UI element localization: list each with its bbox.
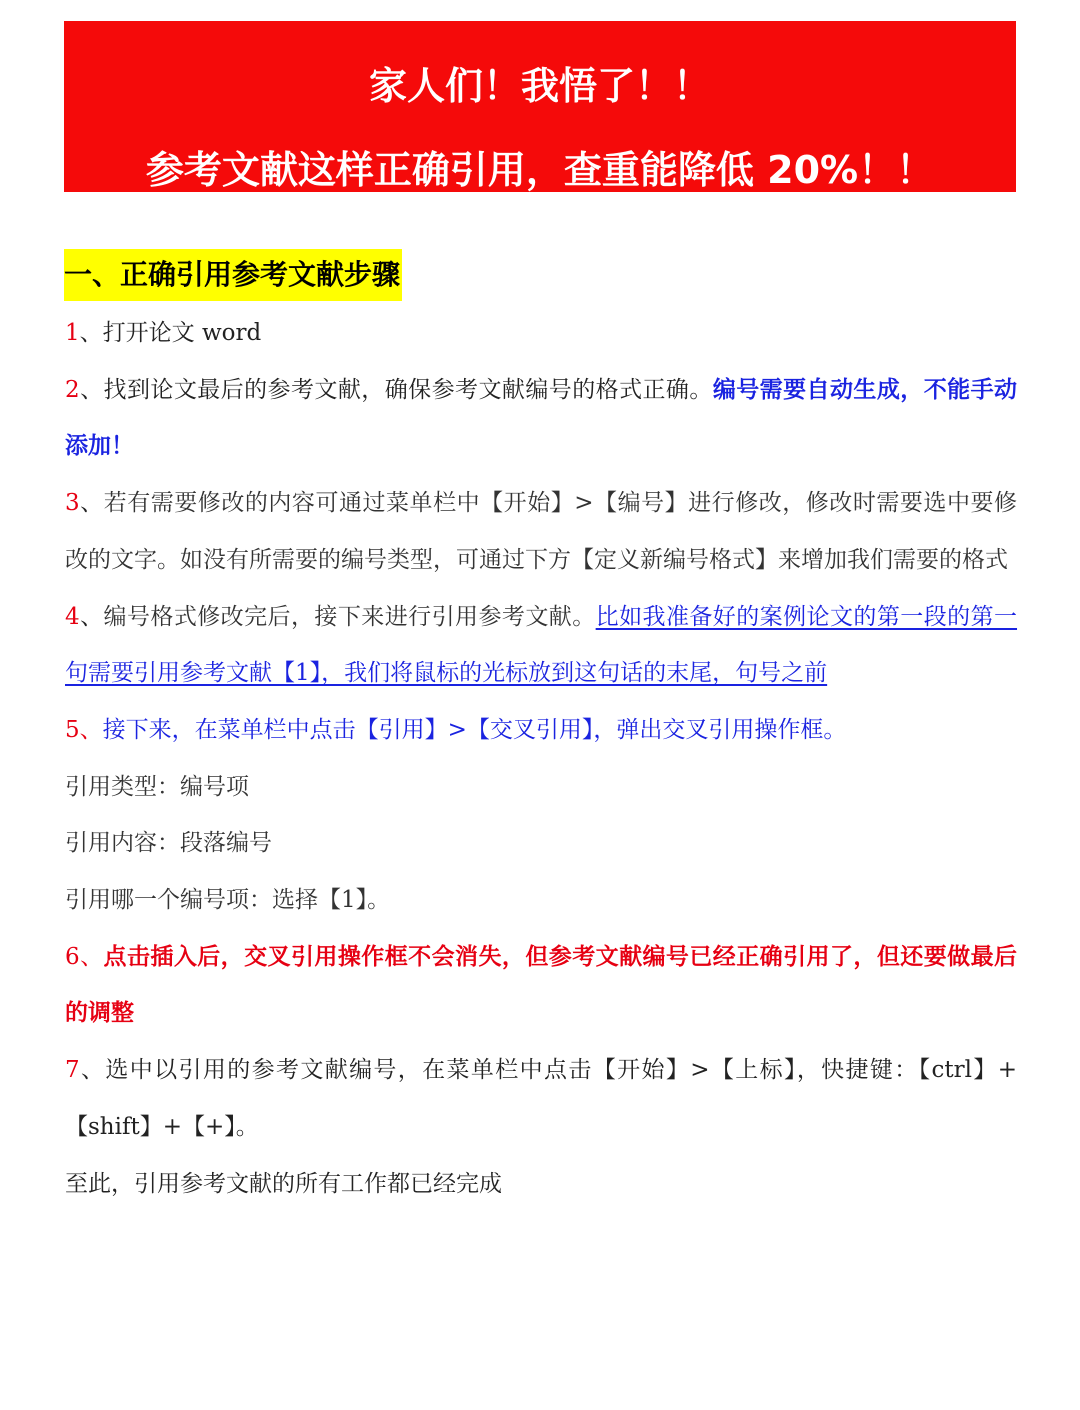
step-separator: 、 [79, 943, 104, 970]
step-text: 若有需要修改的内容可通过菜单栏中【开始】>【编号】进行修改，修改时需要选中要修改的文字。如没有所需要的编号类型，可通过下方【定义新编号格式】来增加我们需要的格式 [65, 490, 1017, 573]
step-text: 找到论文最后的参考文献，确保参考文献编号的格式正确。 [103, 376, 713, 403]
banner-title-line-2: 参考文献这样正确引用，查重能降低 20%！！ [145, 148, 935, 192]
step-number: 6 [65, 943, 80, 970]
step-separator: 、 [79, 320, 103, 346]
step-number: 5 [65, 716, 80, 743]
step-text: 选中以引用的参考文献编号，在菜单栏中点击【开始】>【上标】，快捷键：【ctrl】+【shift】+【+】。 [65, 1057, 1018, 1140]
step-text: 打开论文 word [102, 320, 262, 346]
step-1 [65, 305, 1017, 362]
closing-text: 至此，引用参考文献的所有工作都已经完成 [65, 1170, 502, 1197]
step-6 [65, 929, 1017, 1042]
step-7 [65, 1042, 1017, 1155]
section-heading: 一、正确引用参考文献步骤 [64, 249, 402, 301]
step-4 [65, 589, 1017, 702]
step-text: 编号格式修改完后，接下来进行引用参考文献。 [103, 603, 596, 630]
step-5-detail-type: 引用类型：编号项 [65, 773, 249, 800]
step-highlight: 比如我准备好的案例论文的第一段的第一句需要引用参考文献【1】，我们将鼠标的光标放到这句话的末尾，句号之前 [65, 603, 1018, 687]
step-number: 4 [65, 603, 80, 630]
title-banner [64, 21, 1016, 192]
step-number: 7 [65, 1057, 80, 1084]
step-3 [65, 475, 1017, 588]
step-2 [65, 362, 1017, 475]
step-5-detail-item: 引用哪一个编号项：选择【1】。 [65, 887, 391, 914]
step-number: 3 [65, 490, 80, 517]
step-separator: 、 [79, 376, 104, 403]
banner-title-line-1: 家人们！我悟了！！ [368, 64, 711, 108]
step-separator: 、 [79, 490, 104, 517]
step-number: 1 [65, 320, 80, 346]
step-separator: 、 [79, 603, 104, 630]
step-separator: 、 [79, 1057, 106, 1084]
step-text: 接下来，在菜单栏中点击【引用】>【交叉引用】，弹出交叉引用操作框。 [102, 716, 847, 743]
step-5-detail-content: 引用内容：段落编号 [65, 830, 272, 857]
step-separator: 、 [79, 716, 103, 743]
step-5 [65, 702, 1017, 759]
steps-content [65, 305, 1017, 1212]
step-highlight: 编号需要自动生成，不能手动添加！ [65, 375, 1018, 460]
step-text: 点击插入后，交叉引用操作框不会消失，但参考文献编号已经正确引用了，但还要做最后的调整 [65, 942, 1018, 1027]
step-number: 2 [65, 376, 80, 403]
